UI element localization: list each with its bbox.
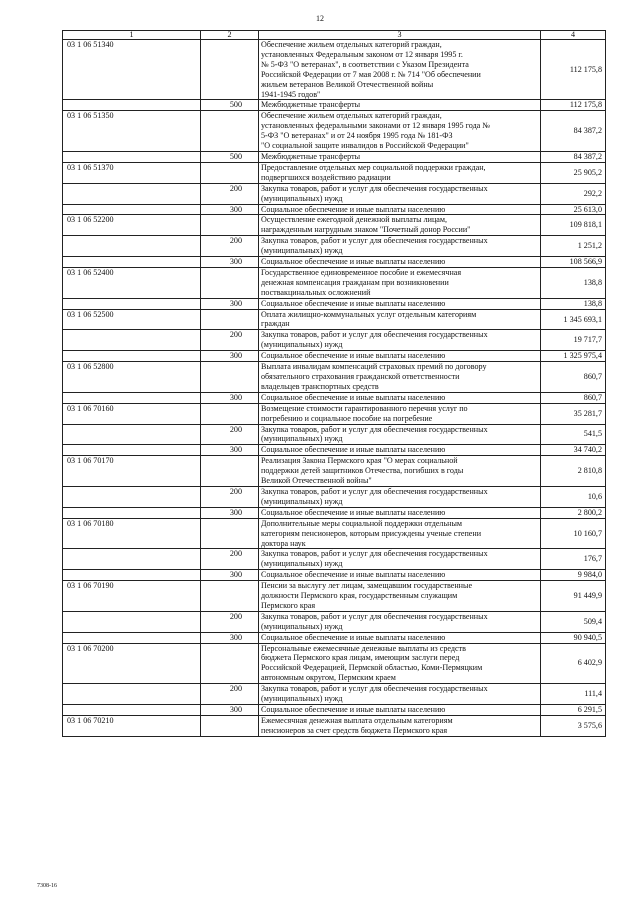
- row-code: [63, 151, 201, 162]
- row-name: [259, 424, 541, 445]
- header-col-2: 2: [201, 31, 259, 40]
- row-amount: 2 810,8: [541, 456, 606, 487]
- table-row: [63, 100, 606, 111]
- row-code: [63, 570, 201, 581]
- row-name: [259, 581, 541, 612]
- row-name: [259, 309, 541, 330]
- row-amount: 34 740,2: [541, 445, 606, 456]
- row-name-text: Социальное обеспечение и иные выплаты населению: [261, 351, 446, 361]
- row-name-text: Закупка товаров, работ и услуг для обеспечения государственных (муниципальных) нужд: [261, 424, 488, 444]
- row-expense-type: [201, 715, 259, 736]
- row-expense-type: 200: [201, 236, 259, 257]
- row-name: [259, 330, 541, 351]
- table-row: [63, 236, 606, 257]
- row-name-text: Дополнительные меры социальной поддержки отдельным категориям пенсионеров, которым присуждены ученые степени доктора наук: [261, 518, 482, 548]
- row-name: [259, 486, 541, 507]
- row-expense-type: 300: [201, 632, 259, 643]
- row-name: [259, 267, 541, 298]
- table-row: [63, 507, 606, 518]
- row-amount: 84 387,2: [541, 111, 606, 152]
- row-amount: 860,7: [541, 392, 606, 403]
- row-code: 03 1 06 70210: [63, 715, 201, 736]
- row-name-text: Закупка товаров, работ и услуг для обеспечения государственных (муниципальных) нужд: [261, 684, 488, 704]
- row-code: [63, 684, 201, 705]
- row-name: [259, 705, 541, 716]
- row-amount: 6 402,9: [541, 643, 606, 684]
- table-row: [63, 705, 606, 716]
- row-name: [259, 111, 541, 152]
- row-code: 03 1 06 52400: [63, 267, 201, 298]
- row-name: [259, 684, 541, 705]
- row-name: [259, 643, 541, 684]
- row-amount: 138,8: [541, 267, 606, 298]
- row-amount: 1 251,2: [541, 236, 606, 257]
- row-code: [63, 486, 201, 507]
- table-row: [63, 403, 606, 424]
- table-row: [63, 151, 606, 162]
- row-name-text: Социальное обеспечение и иные выплаты населению: [261, 705, 446, 714]
- table-row: [63, 392, 606, 403]
- row-name: [259, 518, 541, 549]
- table-row: [63, 611, 606, 632]
- row-name-text: Государственное единовременное пособие и ежемесячная денежная компенсация гражданам при возникновении поствакцинальных осложнений: [261, 267, 462, 297]
- row-code: 03 1 06 70170: [63, 456, 201, 487]
- row-name: [259, 362, 541, 393]
- row-amount: 112 175,8: [541, 40, 606, 100]
- row-amount: 176,7: [541, 549, 606, 570]
- row-name: [259, 445, 541, 456]
- row-code: 03 1 06 51340: [63, 40, 201, 100]
- table-row: [63, 486, 606, 507]
- row-expense-type: 300: [201, 204, 259, 215]
- row-expense-type: 200: [201, 486, 259, 507]
- row-code: 03 1 06 51350: [63, 111, 201, 152]
- row-name-text: Выплата инвалидам компенсаций страховых премий по договору обязательного страхования гражданской ответственности владельцев транспортных средств: [261, 362, 487, 391]
- row-amount: 6 291,5: [541, 705, 606, 716]
- row-code: 03 1 06 52200: [63, 215, 201, 236]
- row-expense-type: 300: [201, 705, 259, 716]
- row-name: [259, 570, 541, 581]
- table-row: [63, 581, 606, 612]
- table-row: [63, 40, 606, 100]
- table-row: [63, 183, 606, 204]
- table-row: [63, 518, 606, 549]
- row-name-text: Социальное обеспечение и иные выплаты населению: [261, 298, 446, 308]
- table-row: [63, 684, 606, 705]
- row-expense-type: 300: [201, 257, 259, 268]
- row-name-text: Социальное обеспечение и иные выплаты населению: [261, 257, 446, 267]
- table-row: [63, 351, 606, 362]
- row-name: [259, 298, 541, 309]
- table-row: [63, 632, 606, 643]
- row-name: [259, 257, 541, 268]
- table-row: [63, 330, 606, 351]
- row-name: [259, 40, 541, 100]
- row-name: [259, 215, 541, 236]
- row-expense-type: [201, 581, 259, 612]
- header-col-3: 3: [259, 31, 541, 40]
- row-expense-type: 300: [201, 392, 259, 403]
- table-row: [63, 204, 606, 215]
- row-amount: 109 818,1: [541, 215, 606, 236]
- row-name-text: Ежемесячная денежная выплата отдельным категориям пенсионеров за счет средств бюджета Пермского края: [261, 715, 453, 735]
- row-expense-type: 500: [201, 100, 259, 111]
- row-code: [63, 298, 201, 309]
- row-name: [259, 100, 541, 111]
- row-code: [63, 236, 201, 257]
- row-name: [259, 549, 541, 570]
- row-amount: 10,6: [541, 486, 606, 507]
- row-code: 03 1 06 51370: [63, 162, 201, 183]
- row-code: [63, 445, 201, 456]
- row-code: [63, 392, 201, 403]
- row-code: 03 1 06 52800: [63, 362, 201, 393]
- row-name-text: Оплата жилищно-коммунальных услуг отдельным категориям граждан: [261, 309, 477, 329]
- row-expense-type: [201, 267, 259, 298]
- table-row: [63, 267, 606, 298]
- row-name-text: Социальное обеспечение и иные выплаты населению: [261, 632, 446, 642]
- row-amount: 25 613,0: [541, 204, 606, 215]
- row-expense-type: 300: [201, 507, 259, 518]
- row-expense-type: [201, 403, 259, 424]
- table-row: [63, 257, 606, 268]
- row-expense-type: 300: [201, 445, 259, 456]
- table-header-row: [63, 31, 606, 40]
- row-expense-type: [201, 643, 259, 684]
- row-expense-type: [201, 362, 259, 393]
- table-row: [63, 570, 606, 581]
- row-name-text: Закупка товаров, работ и услуг для обеспечения государственных (муниципальных) нужд: [261, 611, 488, 631]
- row-expense-type: [201, 215, 259, 236]
- row-amount: 84 387,2: [541, 151, 606, 162]
- row-expense-type: 500: [201, 151, 259, 162]
- row-name: [259, 162, 541, 183]
- row-amount: 541,5: [541, 424, 606, 445]
- row-name: [259, 236, 541, 257]
- row-expense-type: 200: [201, 549, 259, 570]
- table-row: [63, 309, 606, 330]
- row-code: [63, 330, 201, 351]
- row-name-text: Осуществление ежегодной денежной выплаты лицам, награжденным нагрудным знаком "Почетный донор России": [261, 215, 471, 235]
- row-name-text: Обеспечение жильем отдельных категорий граждан, установленных Федеральным законом от 12 января 1995 г. № 5-ФЗ "О ветеранах", в соответствии с Указом Президента Российской Федерации от 7 мая 2008 г. № 714 "Об обеспечении жильем ветеранов Великой Отечественной войны 1941-1945 годов": [261, 40, 481, 99]
- row-amount: 108 566,9: [541, 257, 606, 268]
- table-row: [63, 215, 606, 236]
- row-expense-type: 200: [201, 424, 259, 445]
- row-name-text: Социальное обеспечение и иные выплаты населению: [261, 392, 446, 402]
- row-name-text: Обеспечение жильем отдельных категорий граждан, установленных федеральными законами от 12 января 1995 года № 5-ФЗ "О ветеранах" и от 24 ноября 1995 года № 181-ФЗ "О социальной защите инвалидов в Российской Федерации": [261, 111, 491, 151]
- table-row: [63, 162, 606, 183]
- row-name-text: Закупка товаров, работ и услуг для обеспечения государственных (муниципальных) нужд: [261, 236, 488, 256]
- row-name: [259, 715, 541, 736]
- row-name-text: Социальное обеспечение и иные выплаты населению: [261, 570, 446, 580]
- budget-table: [62, 30, 606, 737]
- row-name-text: Реализация Закона Пермского края "О мерах социальной поддержки детей защитников Отечества, погибших в годы Великой Отечественной войны": [261, 456, 464, 486]
- row-amount: 10 160,7: [541, 518, 606, 549]
- table-row: [63, 456, 606, 487]
- row-name: [259, 403, 541, 424]
- row-code: 03 1 06 70190: [63, 581, 201, 612]
- row-name: [259, 392, 541, 403]
- table-row: [63, 715, 606, 736]
- row-amount: 111,4: [541, 684, 606, 705]
- row-code: 03 1 06 70200: [63, 643, 201, 684]
- row-name-text: Межбюджетные трансферты: [261, 151, 361, 161]
- row-amount: 860,7: [541, 362, 606, 393]
- row-code: [63, 424, 201, 445]
- document-code: 7308-16: [37, 883, 57, 889]
- row-expense-type: [201, 309, 259, 330]
- row-name-text: Возмещение стоимости гарантированного перечня услуг по погребению и социальное пособие на погребение: [261, 403, 468, 423]
- row-amount: 91 449,9: [541, 581, 606, 612]
- row-expense-type: 200: [201, 611, 259, 632]
- header-col-4: 4: [541, 31, 606, 40]
- row-code: 03 1 06 52500: [63, 309, 201, 330]
- row-amount: 35 281,7: [541, 403, 606, 424]
- row-name: [259, 611, 541, 632]
- row-amount: 509,4: [541, 611, 606, 632]
- row-name: [259, 632, 541, 643]
- row-expense-type: [201, 518, 259, 549]
- row-expense-type: [201, 40, 259, 100]
- row-amount: 2 800,2: [541, 507, 606, 518]
- header-col-1: 1: [63, 31, 201, 40]
- row-code: [63, 351, 201, 362]
- row-name-text: Социальное обеспечение и иные выплаты населению: [261, 204, 446, 214]
- row-name-text: Закупка товаров, работ и услуг для обеспечения государственных (муниципальных) нужд: [261, 183, 488, 203]
- row-code: [63, 549, 201, 570]
- row-name: [259, 151, 541, 162]
- table-row: [63, 549, 606, 570]
- row-expense-type: 200: [201, 183, 259, 204]
- row-code: [63, 257, 201, 268]
- row-amount: 19 717,7: [541, 330, 606, 351]
- table-row: [63, 362, 606, 393]
- row-amount: 138,8: [541, 298, 606, 309]
- row-name-text: Закупка товаров, работ и услуг для обеспечения государственных (муниципальных) нужд: [261, 486, 488, 506]
- row-amount: 9 984,0: [541, 570, 606, 581]
- row-expense-type: [201, 111, 259, 152]
- row-amount: 1 325 975,4: [541, 351, 606, 362]
- row-name: [259, 351, 541, 362]
- row-code: [63, 204, 201, 215]
- row-code: [63, 632, 201, 643]
- row-amount: 3 575,6: [541, 715, 606, 736]
- row-expense-type: [201, 162, 259, 183]
- row-name-text: Социальное обеспечение и иные выплаты населению: [261, 445, 446, 455]
- row-name: [259, 507, 541, 518]
- row-code: [63, 611, 201, 632]
- row-expense-type: 300: [201, 570, 259, 581]
- table-row: [63, 445, 606, 456]
- row-name-text: Закупка товаров, работ и услуг для обеспечения государственных (муниципальных) нужд: [261, 549, 488, 569]
- row-name-text: Закупка товаров, работ и услуг для обеспечения государственных (муниципальных) нужд: [261, 330, 488, 350]
- row-expense-type: 300: [201, 298, 259, 309]
- row-amount: 25 905,2: [541, 162, 606, 183]
- table-row: [63, 424, 606, 445]
- table-row: [63, 111, 606, 152]
- row-amount: 112 175,8: [541, 100, 606, 111]
- row-expense-type: 300: [201, 351, 259, 362]
- row-name: [259, 183, 541, 204]
- row-expense-type: 200: [201, 330, 259, 351]
- row-name: [259, 456, 541, 487]
- row-code: 03 1 06 70180: [63, 518, 201, 549]
- row-amount: 1 345 693,1: [541, 309, 606, 330]
- row-amount: 90 940,5: [541, 632, 606, 643]
- row-code: [63, 100, 201, 111]
- row-code: [63, 183, 201, 204]
- row-name-text: Пенсии за выслугу лет лицам, замещавшим государственные должности Пермского края, государственным служащим Пермского края: [261, 581, 473, 610]
- row-code: [63, 507, 201, 518]
- row-name-text: Социальное обеспечение и иные выплаты населению: [261, 507, 446, 517]
- row-name-text: Персональные ежемесячные денежные выплаты из средств бюджета Пермского края лицам, имеющим заслуги перед Российской Федерацией, Пермской областью, Коми-Пермяцким автономным округом, Пермским краем: [261, 643, 483, 683]
- table-row: [63, 298, 606, 309]
- row-code: 03 1 06 70160: [63, 403, 201, 424]
- row-amount: 292,2: [541, 183, 606, 204]
- page-number: 12: [316, 14, 324, 23]
- row-expense-type: 200: [201, 684, 259, 705]
- row-name: [259, 204, 541, 215]
- table-row: [63, 643, 606, 684]
- row-name-text: Предоставление отдельных мер социальной поддержки граждан, подвергшихся воздействию радиации: [261, 162, 486, 182]
- row-expense-type: [201, 456, 259, 487]
- row-code: [63, 705, 201, 716]
- row-name-text: Межбюджетные трансферты: [261, 100, 361, 110]
